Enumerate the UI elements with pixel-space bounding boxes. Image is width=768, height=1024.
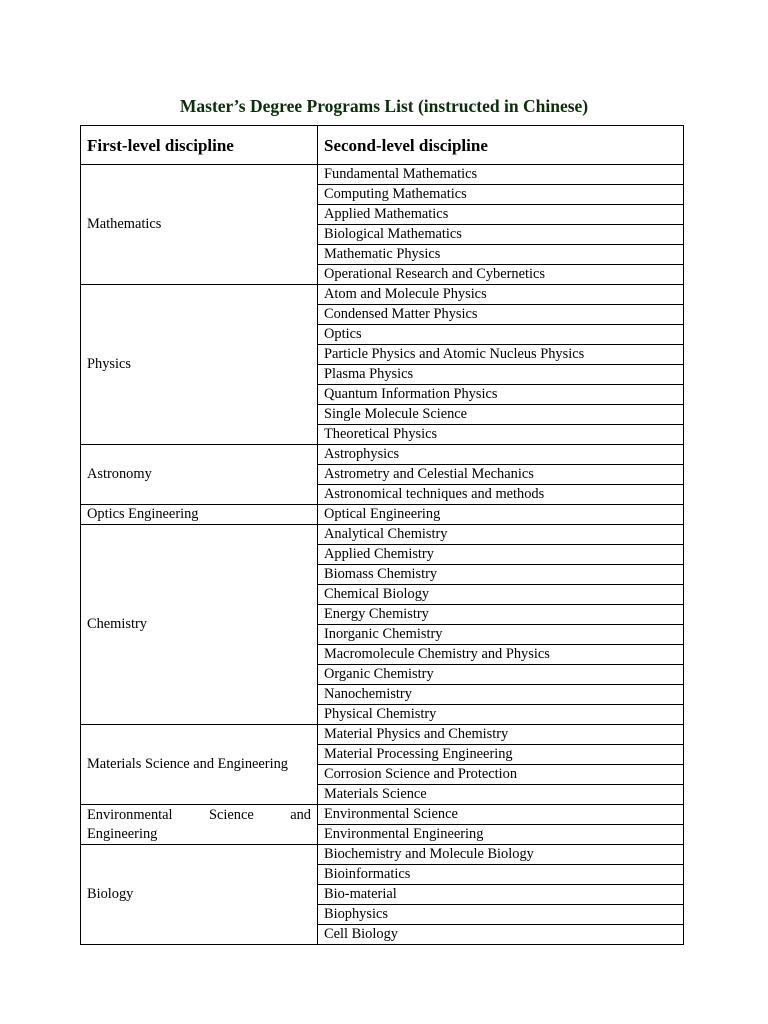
second-level-discipline-cell: Mathematic Physics bbox=[318, 245, 684, 265]
second-level-discipline-cell: Nanochemistry bbox=[318, 685, 684, 705]
second-level-discipline-cell: Astrophysics bbox=[318, 445, 684, 465]
second-level-discipline-cell: Material Physics and Chemistry bbox=[318, 725, 684, 745]
first-level-discipline-cell: Materials Science and Engineering bbox=[81, 725, 318, 805]
second-level-discipline-cell: Optics bbox=[318, 325, 684, 345]
second-level-discipline-cell: Bioinformatics bbox=[318, 865, 684, 885]
second-level-discipline-cell: Cell Biology bbox=[318, 925, 684, 945]
second-level-discipline-cell: Theoretical Physics bbox=[318, 425, 684, 445]
first-level-header: First-level discipline bbox=[81, 126, 318, 165]
second-level-discipline-cell: Operational Research and Cybernetics bbox=[318, 265, 684, 285]
second-level-discipline-cell: Corrosion Science and Protection bbox=[318, 765, 684, 785]
table-row bbox=[81, 165, 684, 185]
table-row bbox=[81, 845, 684, 865]
second-level-discipline-cell: Astrometry and Celestial Mechanics bbox=[318, 465, 684, 485]
second-level-discipline-cell: Analytical Chemistry bbox=[318, 525, 684, 545]
second-level-discipline-cell: Materials Science bbox=[318, 785, 684, 805]
second-level-discipline-cell: Astronomical techniques and methods bbox=[318, 485, 684, 505]
table-row bbox=[81, 805, 684, 825]
table-row bbox=[81, 525, 684, 545]
programs-body bbox=[81, 165, 684, 945]
second-level-discipline-cell: Quantum Information Physics bbox=[318, 385, 684, 405]
second-level-discipline-cell: Single Molecule Science bbox=[318, 405, 684, 425]
table-row bbox=[81, 505, 684, 525]
second-level-discipline-cell: Optical Engineering bbox=[318, 505, 684, 525]
second-level-discipline-cell: Applied Mathematics bbox=[318, 205, 684, 225]
first-level-discipline-cell: Mathematics bbox=[81, 165, 318, 285]
first-level-discipline-cell: Physics bbox=[81, 285, 318, 445]
second-level-discipline-cell: Biophysics bbox=[318, 905, 684, 925]
second-level-discipline-cell: Physical Chemistry bbox=[318, 705, 684, 725]
second-level-discipline-cell: Atom and Molecule Physics bbox=[318, 285, 684, 305]
first-level-discipline-cell: Astronomy bbox=[81, 445, 318, 505]
second-level-discipline-cell: Material Processing Engineering bbox=[318, 745, 684, 765]
second-level-discipline-cell: Biomass Chemistry bbox=[318, 565, 684, 585]
first-level-discipline-cell: Optics Engineering bbox=[81, 505, 318, 525]
second-level-discipline-cell: Bio-material bbox=[318, 885, 684, 905]
table-header-row bbox=[81, 126, 684, 165]
table-row bbox=[81, 725, 684, 745]
second-level-discipline-cell: Applied Chemistry bbox=[318, 545, 684, 565]
first-level-discipline-cell: Chemistry bbox=[81, 525, 318, 725]
second-level-discipline-cell: Particle Physics and Atomic Nucleus Physics bbox=[318, 345, 684, 365]
second-level-discipline-cell: Macromolecule Chemistry and Physics bbox=[318, 645, 684, 665]
first-level-discipline-cell: Environmental Science and Engineering bbox=[81, 805, 318, 845]
page-title: Master’s Degree Programs List (instructed in Chinese) bbox=[179, 96, 589, 116]
second-level-discipline-cell: Organic Chemistry bbox=[318, 665, 684, 685]
second-level-discipline-cell: Inorganic Chemistry bbox=[318, 625, 684, 645]
programs-table bbox=[80, 125, 684, 945]
second-level-discipline-cell: Computing Mathematics bbox=[318, 185, 684, 205]
second-level-discipline-cell: Chemical Biology bbox=[318, 585, 684, 605]
second-level-header: Second-level discipline bbox=[318, 126, 684, 165]
second-level-discipline-cell: Biochemistry and Molecule Biology bbox=[318, 845, 684, 865]
second-level-discipline-cell: Environmental Science bbox=[318, 805, 684, 825]
first-level-discipline-cell: Biology bbox=[81, 845, 318, 945]
second-level-discipline-cell: Plasma Physics bbox=[318, 365, 684, 385]
second-level-discipline-cell: Condensed Matter Physics bbox=[318, 305, 684, 325]
table-row bbox=[81, 285, 684, 305]
table-row bbox=[81, 445, 684, 465]
second-level-discipline-cell: Biological Mathematics bbox=[318, 225, 684, 245]
second-level-discipline-cell: Environmental Engineering bbox=[318, 825, 684, 845]
second-level-discipline-cell: Energy Chemistry bbox=[318, 605, 684, 625]
second-level-discipline-cell: Fundamental Mathematics bbox=[318, 165, 684, 185]
